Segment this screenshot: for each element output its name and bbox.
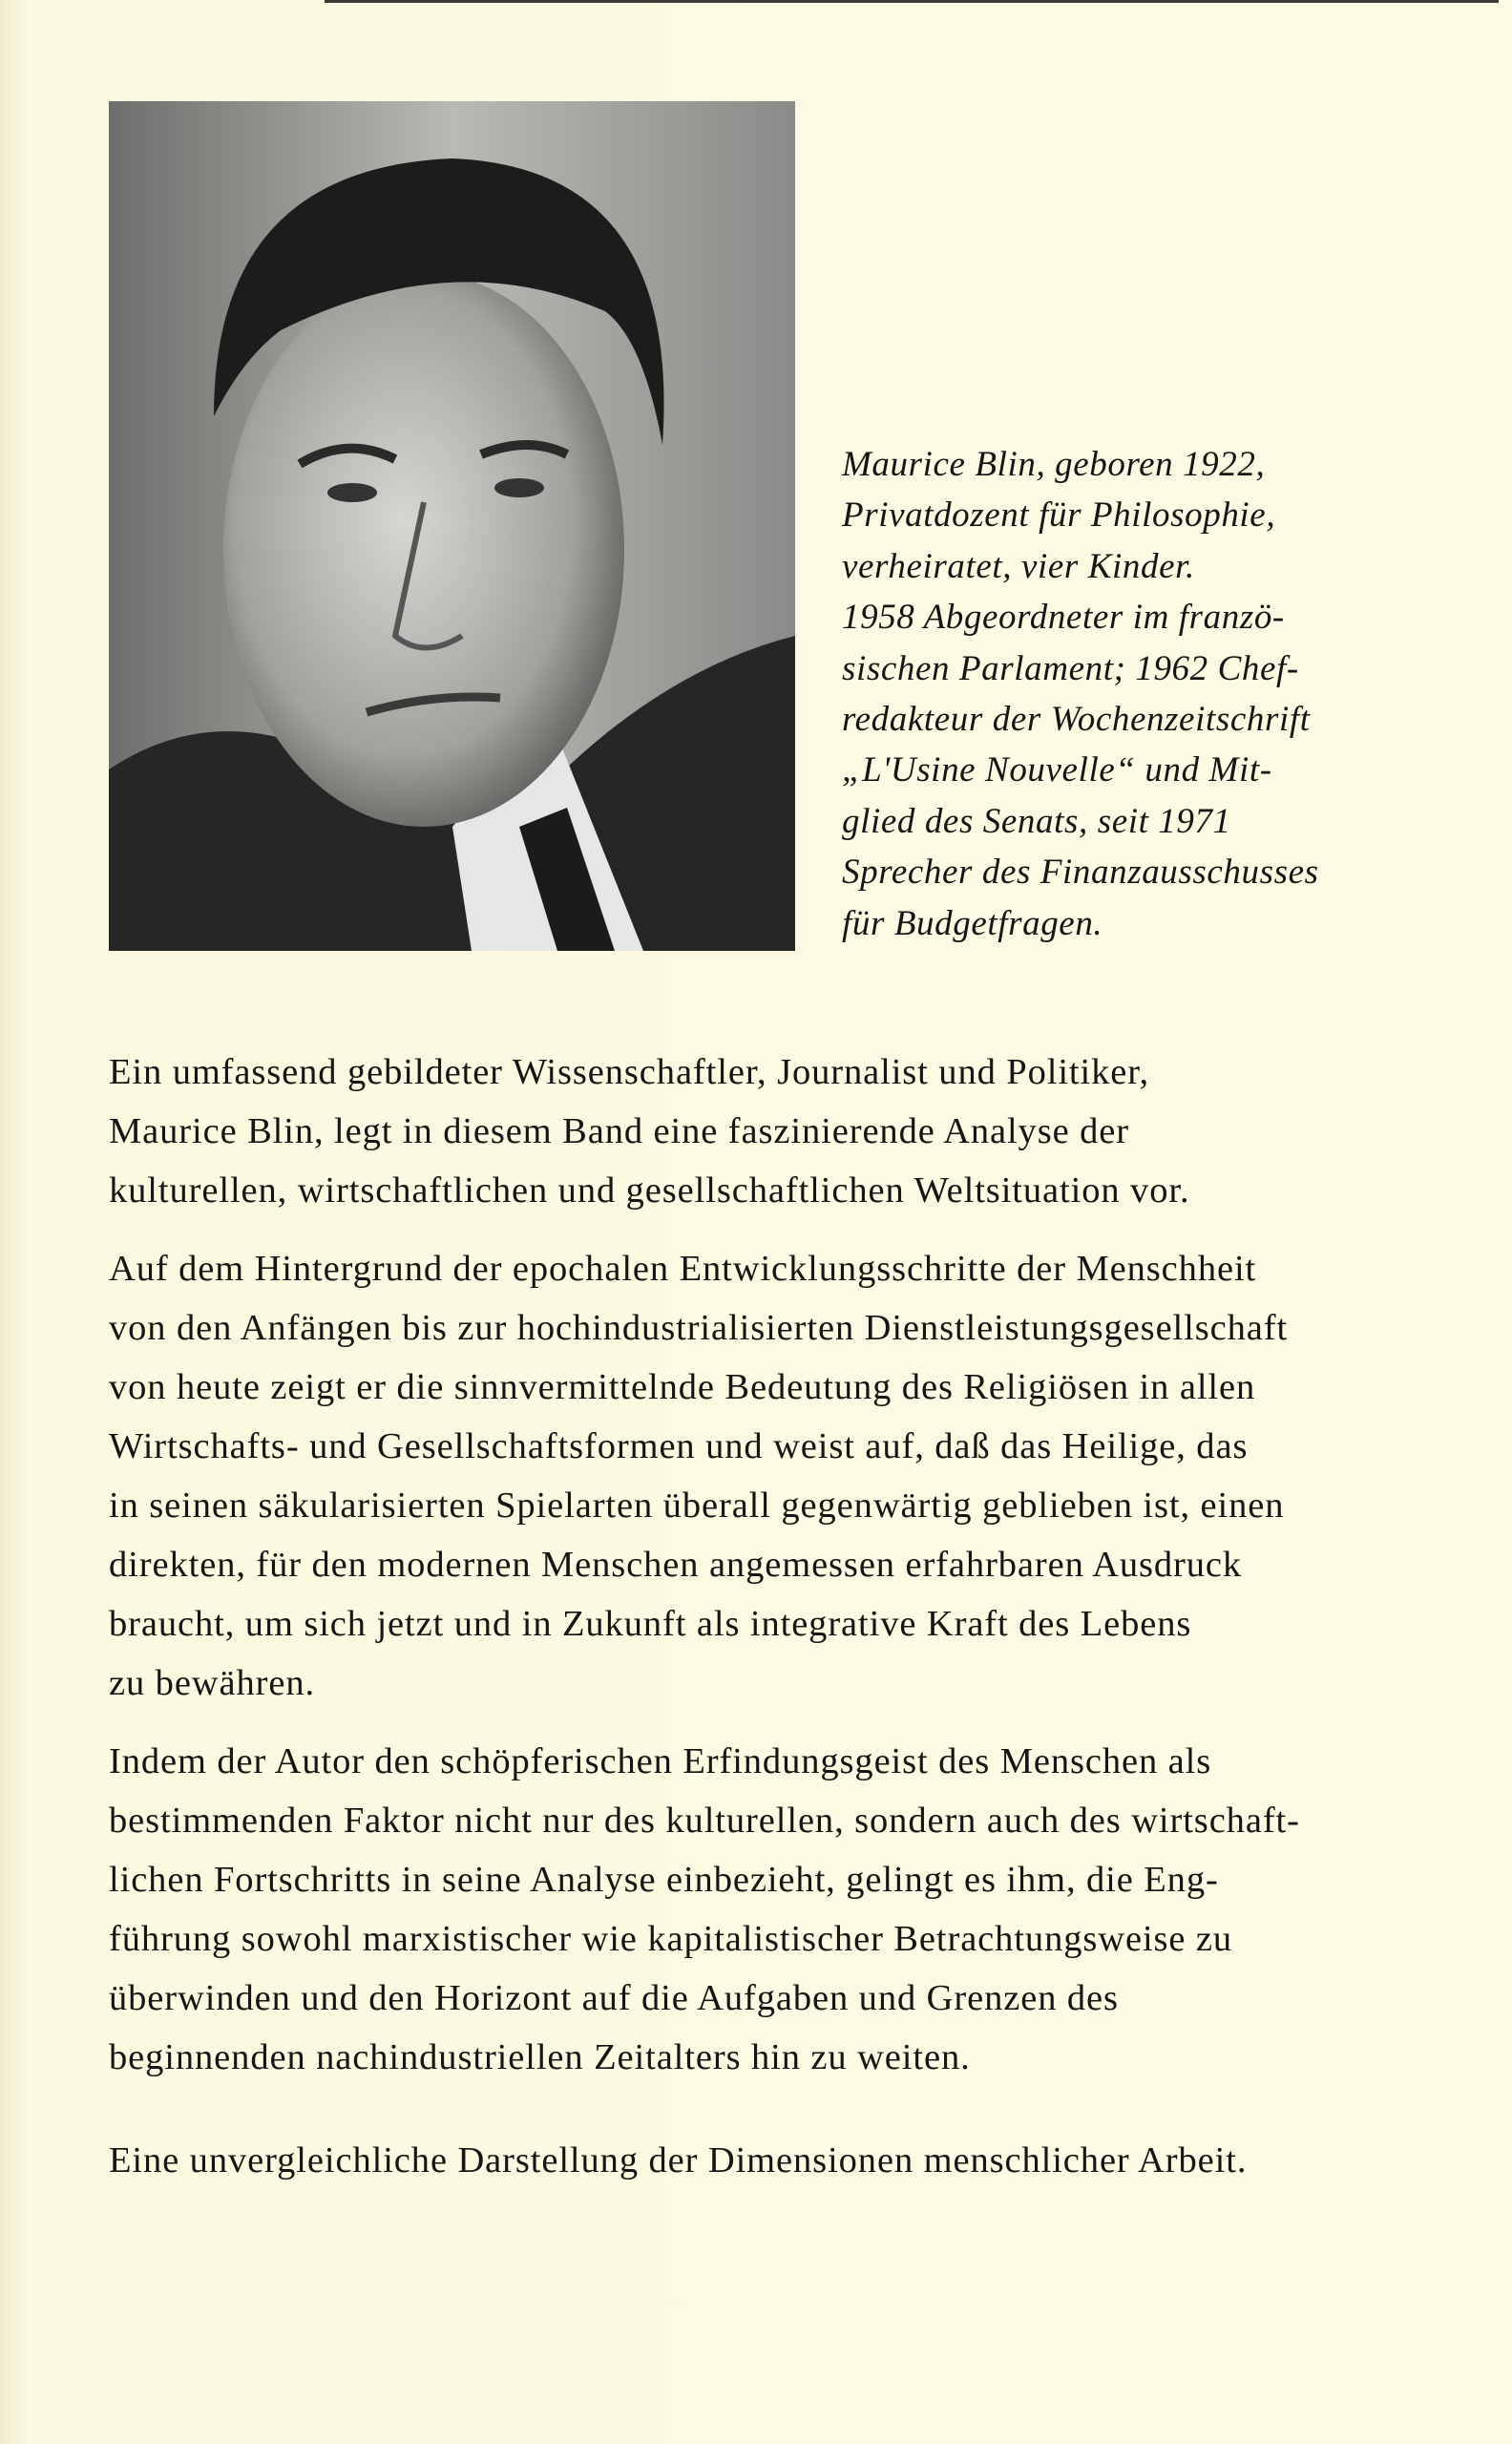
text-line: direkten, für den modernen Menschen angemessen erfahrbaren Ausdruck (109, 1545, 1243, 1585)
bio-line: verheiratet, vier Kinder. (842, 546, 1195, 586)
text-line: Ein umfassend gebildeter Wissenschaftler, Journalist und Politiker, (109, 1052, 1149, 1092)
text-line: führung sowohl marxistischer wie kapitalistischer Betrachtungsweise zu (109, 1919, 1233, 1959)
portrait-illustration (109, 101, 795, 951)
bio-line: für Budgetfragen. (842, 903, 1103, 943)
paragraph-intro (109, 1043, 1189, 1220)
bio-line: 1958 Abgeordneter im franzö- (842, 598, 1285, 638)
text-line: Auf dem Hintergrund der epochalen Entwicklungsschritte der Menschheit (109, 1249, 1257, 1289)
text-line: Indem der Autor den schöpferischen Erfindungsgeist des Menschen als (109, 1741, 1212, 1781)
paragraph-background (109, 1239, 1288, 1713)
author-biography (842, 439, 1319, 949)
author-portrait-photo (109, 101, 795, 951)
paragraph-analysis (109, 1732, 1300, 2087)
bio-line: Privatdozent für Philosophie, (842, 495, 1276, 536)
bio-line: glied des Senats, seit 1971 (842, 801, 1231, 841)
text-line: von den Anfängen bis zur hochindustrialisierten Dienstleistungsgesellschaft (109, 1308, 1289, 1348)
paragraph-closing (109, 2131, 1247, 2190)
text-line: Maurice Blin, legt in diesem Band eine faszinierende Analyse der (109, 1111, 1129, 1151)
text-line: kulturellen, wirtschaftlichen und gesellschaftlichen Weltsituation vor. (109, 1170, 1190, 1211)
bio-line: Sprecher des Finanzausschusses (842, 853, 1319, 893)
text-line: Eine unvergleichliche Darstellung der Dimensionen menschlicher Arbeit. (109, 2140, 1248, 2181)
text-line: beginnenden nachindustriellen Zeitalters hin zu weiten. (109, 2037, 971, 2077)
text-line: zu bewähren. (109, 1663, 316, 1703)
text-line: lichen Fortschritts in seine Analyse einbezieht, gelingt es ihm, die Eng- (109, 1860, 1219, 1900)
page-edge-line (325, 0, 1499, 3)
text-line: von heute zeigt er die sinnvermittelnde Bedeutung des Religiösen in allen (109, 1367, 1256, 1407)
bio-line: sischen Parlament; 1962 Chef- (842, 648, 1299, 688)
text-line: in seinen säkularisierten Spielarten überall gegenwärtig geblieben ist, einen (109, 1485, 1285, 1526)
bio-line: redakteur der Wochenzeitschrift (842, 700, 1311, 740)
bio-line: „L'Usine Nouvelle“ und Mit- (842, 750, 1272, 790)
text-line: braucht, um sich jetzt und in Zukunft als integrative Kraft des Lebens (109, 1604, 1192, 1644)
bio-line: Maurice Blin, geboren 1922, (842, 445, 1266, 484)
text-line: überwinden und den Horizont auf die Aufgaben und Grenzen des (109, 1978, 1119, 2018)
text-line: bestimmenden Faktor nicht nur des kulturellen, sondern auch des wirtschaft- (109, 1801, 1300, 1841)
text-line: Wirtschafts- und Gesellschaftsformen und weist auf, daß das Heilige, das (109, 1426, 1249, 1466)
